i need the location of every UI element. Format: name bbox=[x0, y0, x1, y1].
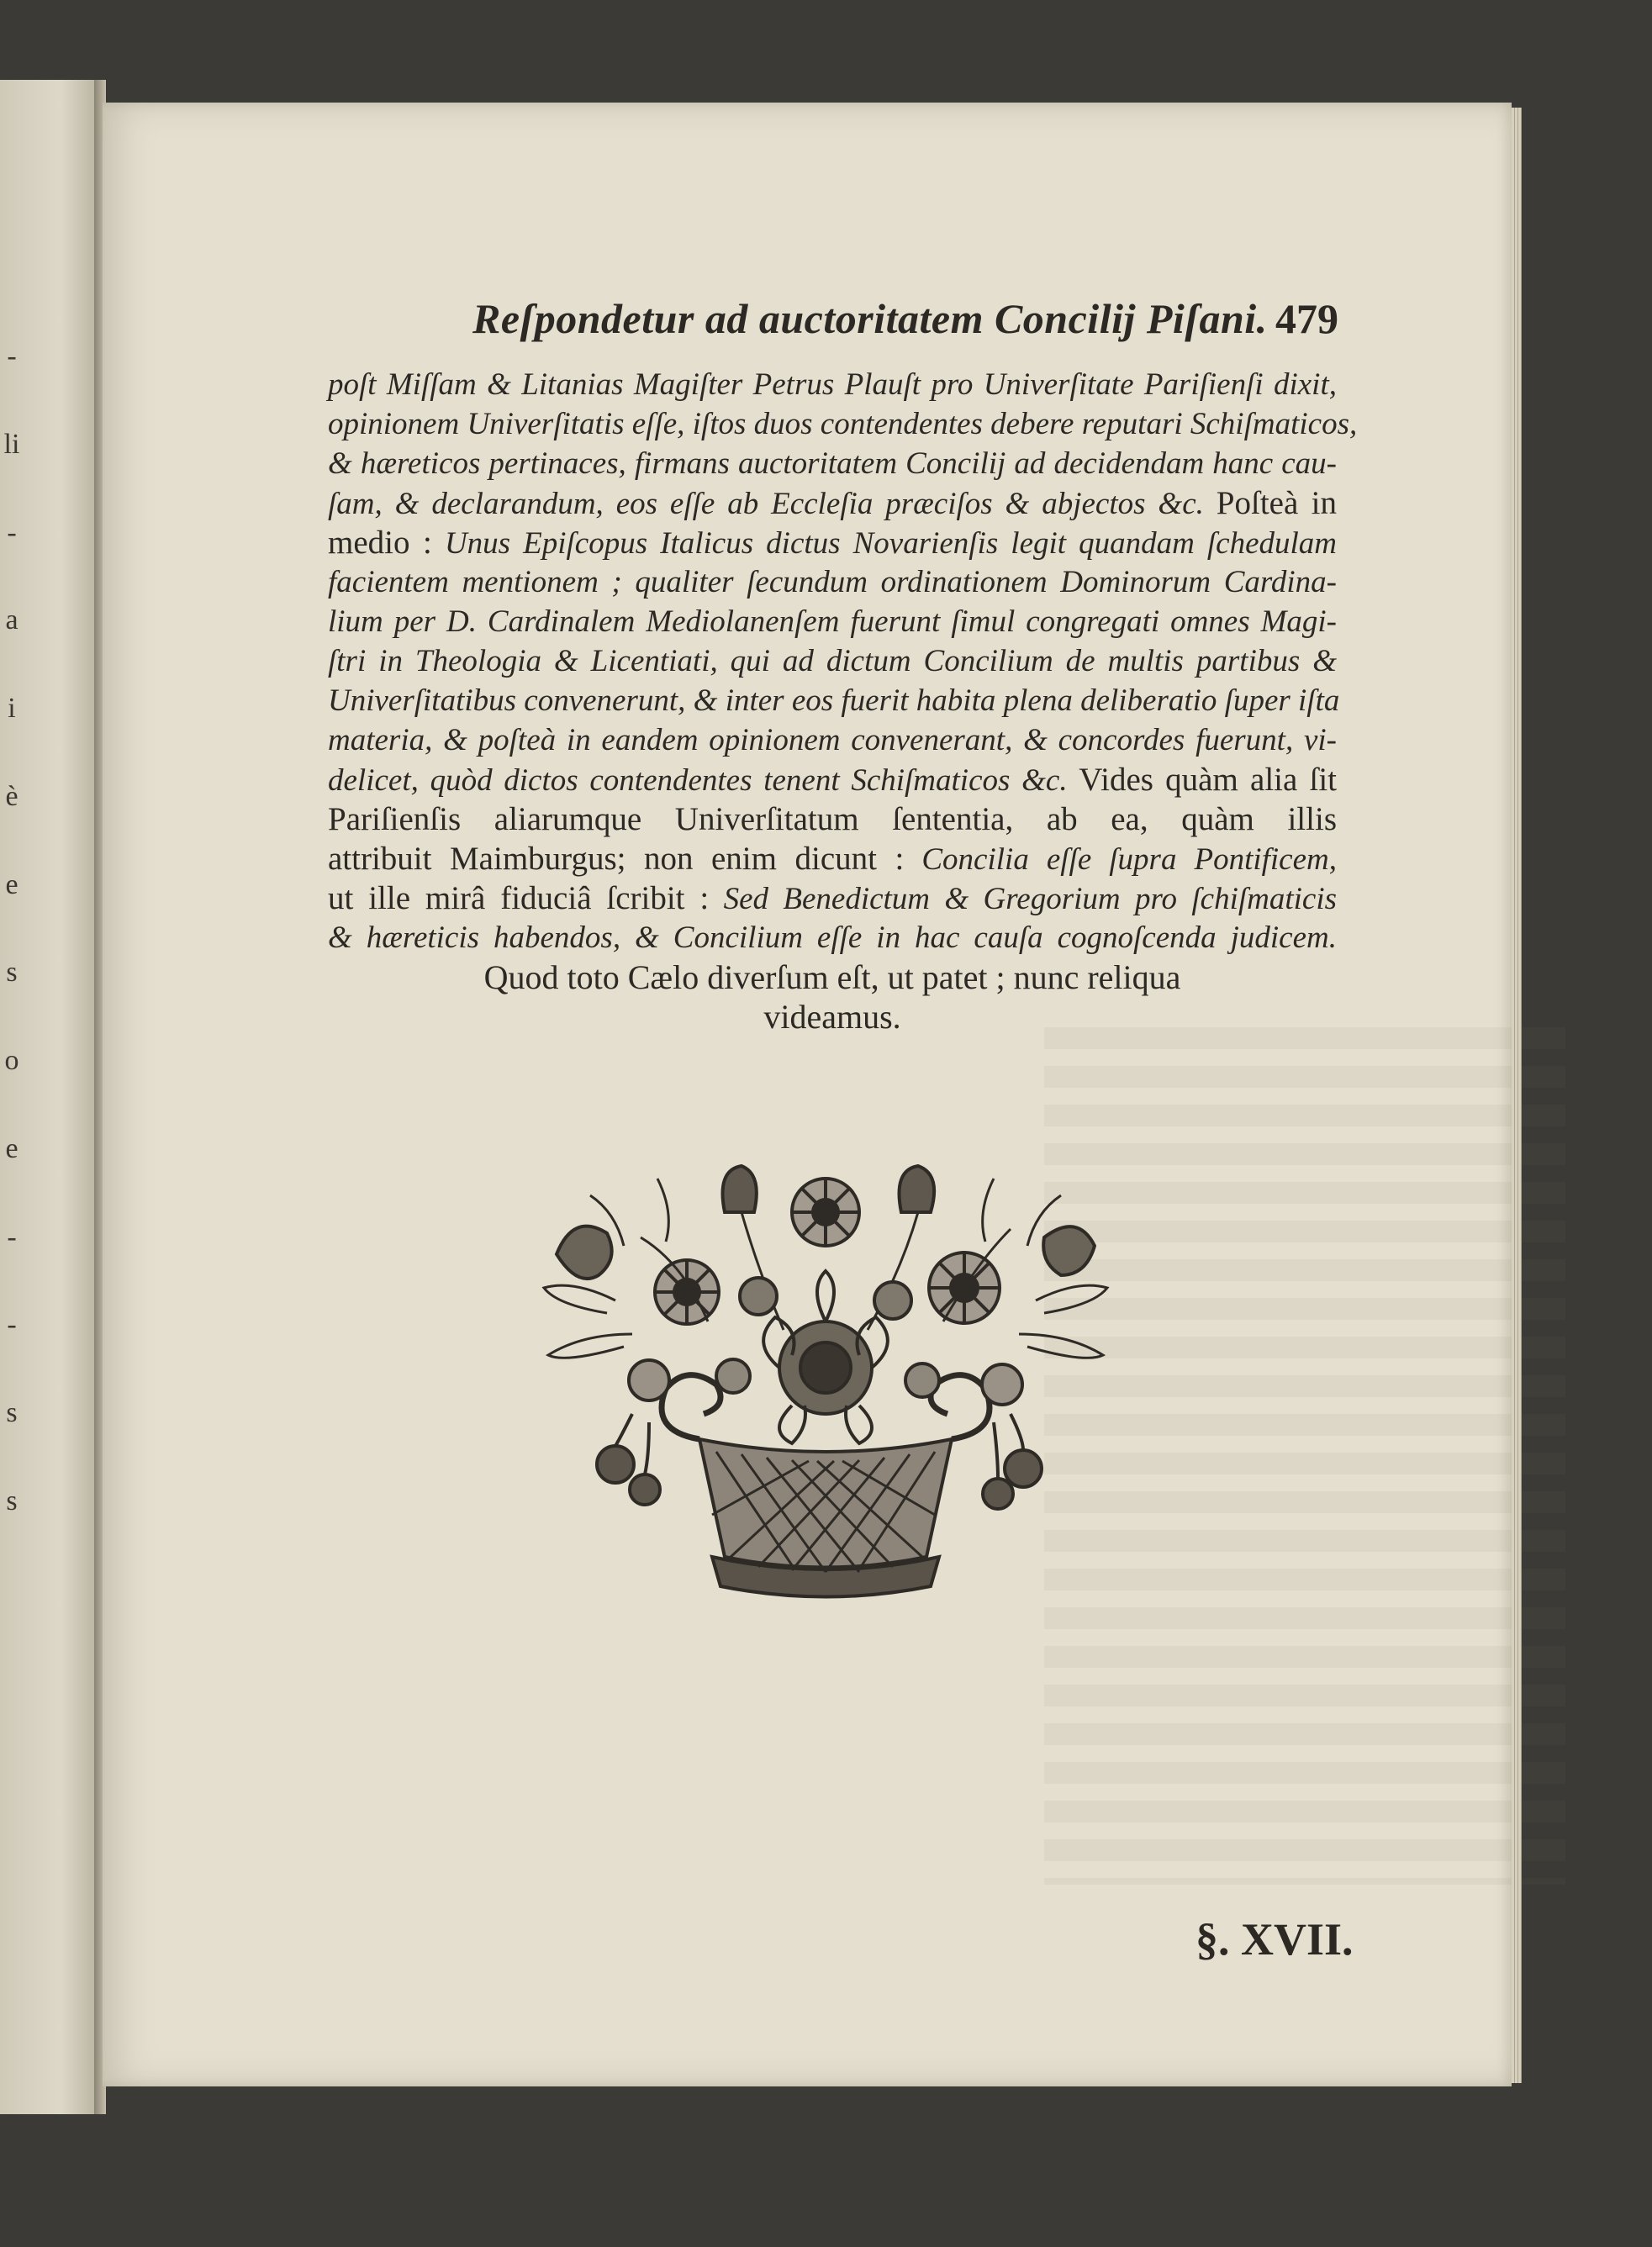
text-segment: ut ille mirâ fiduciâ ſcribit : bbox=[328, 880, 710, 916]
text-segment: Vides quàm alia ſit bbox=[1079, 762, 1338, 798]
text-segment: Pariſienſis aliarumque Univerſitatum ſententia, ab ea, quàm illis bbox=[328, 801, 1337, 837]
text-line: videamus. bbox=[763, 998, 901, 1036]
edge-letter: li bbox=[3, 428, 20, 460]
edge-letter: - bbox=[7, 340, 17, 372]
text-line bbox=[328, 839, 1337, 878]
text-line bbox=[328, 799, 1337, 839]
daisy-left bbox=[655, 1260, 719, 1324]
tulip-right bbox=[900, 1166, 935, 1212]
edge-letter: o bbox=[4, 1045, 19, 1077]
tulip-left bbox=[723, 1166, 757, 1212]
text-line: facientem mentionem ; qualiter ſecundum ordinationem Dominorum Cardina- bbox=[328, 565, 1337, 599]
text-line: materia, & poſteà in eandem opinionem convenerant, & concordes fuerunt, vi- bbox=[328, 723, 1337, 757]
bell-flower-left bbox=[557, 1226, 612, 1279]
edge-letter: i bbox=[8, 693, 16, 725]
edge-letter: - bbox=[7, 1309, 17, 1341]
text-line bbox=[328, 760, 1337, 799]
text-line bbox=[328, 523, 1337, 562]
text-line: opinionem Univerſitatis eſſe, iſtos duos contendentes debere reputari Schiſmaticos, bbox=[328, 407, 1358, 441]
bleed-through-text bbox=[1044, 1027, 1565, 1885]
edge-letter: - bbox=[7, 516, 17, 548]
edge-letter: s bbox=[6, 1485, 18, 1516]
text-segment: attribuit Maimburgus; non enim dicunt : bbox=[328, 841, 905, 877]
running-head: Reſpondetur ad auctoritatem Concilij Piſani. bbox=[472, 295, 1268, 342]
text-line: lium per D. Cardinalem Mediolanenſem fuerunt ſimul congregati omnes Magi- bbox=[328, 604, 1337, 639]
text-segment: medio : bbox=[328, 525, 432, 561]
facing-page-edge bbox=[0, 80, 101, 2114]
text-line bbox=[328, 483, 1337, 523]
text-line: Quod toto Cælo diverſum eſt, ut patet ; nunc reliqua bbox=[483, 958, 1181, 996]
text-line: ſtri in Theologia & Licentiati, qui ad dictum Concilium de multis partibus & bbox=[328, 644, 1337, 678]
flower-basket-ornament-icon bbox=[540, 1162, 1111, 1607]
text-line: & hæreticis habendos, & Concilium eſſe in hac cauſa cognoſcenda judicem. bbox=[328, 920, 1337, 955]
facing-page-text-fragments bbox=[0, 340, 24, 1517]
text-segment: ſam, & declarandum, eos eſſe ab Eccleſia præciſos & abjectos &c. bbox=[328, 487, 1204, 521]
bell-flower-right bbox=[1043, 1226, 1095, 1275]
text-line: poſt Miſſam & Litanias Magiſter Petrus Plauſt pro Univerſitate Pariſienſi dixit, bbox=[328, 367, 1337, 402]
edge-letter: - bbox=[7, 1221, 17, 1253]
basket-handle-left bbox=[662, 1375, 720, 1439]
edge-letter: a bbox=[5, 604, 18, 636]
text-segment: Concilia eſſe ſupra Pontificem, bbox=[921, 842, 1338, 877]
page-stack-edge bbox=[1512, 108, 1522, 2083]
text-line bbox=[328, 878, 1337, 918]
hanging-fruits-right bbox=[983, 1414, 1042, 1509]
section-heading: §. XVII. bbox=[1195, 1914, 1354, 1965]
edge-letter: è bbox=[5, 780, 18, 812]
text-segment: Sed Benedictum & Gregorium pro ſchiſmaticis bbox=[723, 882, 1338, 916]
hanging-fruits-left bbox=[597, 1414, 660, 1505]
daisy-top bbox=[792, 1179, 859, 1246]
central-bloom bbox=[763, 1271, 888, 1443]
text-line: Univerſitatibus convenerunt, & inter eos fuerit habita plena deliberatio ſuper iſta bbox=[328, 683, 1340, 718]
edge-letter: s bbox=[6, 1397, 18, 1429]
body-text bbox=[328, 365, 1358, 1036]
page-number: 479 bbox=[1275, 295, 1338, 342]
text-segment: Unus Epiſcopus Italicus dictus Novarienſis legit quandam ſchedulam bbox=[444, 526, 1338, 561]
text-segment: delicet, quòd dictos contendentes tenent Schiſmaticos &c. bbox=[328, 763, 1068, 798]
book-page bbox=[103, 103, 1512, 2086]
text-line: & hæreticos pertinaces, firmans auctoritatem Concilij ad decidendam hanc cau- bbox=[328, 446, 1337, 481]
text-segment: Poſteà in bbox=[1216, 485, 1338, 521]
edge-letter: e bbox=[5, 1132, 18, 1164]
edge-letter: e bbox=[5, 868, 18, 900]
edge-letter: s bbox=[6, 957, 18, 989]
page-header bbox=[472, 294, 1338, 353]
